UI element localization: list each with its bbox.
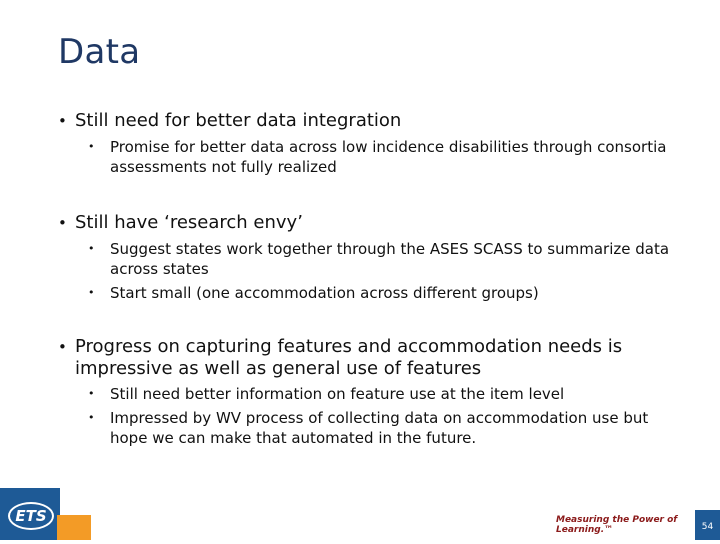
bullet-3 [58,336,678,380]
bullet-1-text: Still need for better data integration [75,110,402,131]
bullet-2-sub-1-text: Suggest states work together through the ASES SCASS to summarize data across states [110,240,670,278]
bullet-2-sub-2 [58,283,678,303]
ets-logo-text: ETS [8,502,54,530]
logo-orange-block [57,515,91,540]
bullet-3-text: Progress on capturing features and accommodation needs is impressive as well as general use of features [75,336,623,379]
bullet-2-sub-2-text: Start small (one accommodation across different groups) [110,284,539,302]
bullet-1-sub-1 [58,137,678,177]
bullet-list [58,110,678,448]
bullet-2-sub-1 [58,239,678,279]
ets-logo [0,488,60,540]
bullet-1-sub-1-text: Promise for better data across low incidence disabilities through consortia assessments not fully realized [110,138,667,176]
bullet-2-text: Still have ‘research envy’ [75,212,303,233]
bullet-1 [58,110,678,132]
bullet-3-sub-2-text: Impressed by WV process of collecting data on accommodation use but hope we can make that automated in the future. [110,409,649,447]
slide-title: Data [58,32,141,72]
bullet-3-sub-1-text: Still need better information on feature use at the item level [110,385,565,403]
bullet-3-sub-1 [58,384,678,404]
bullet-2 [58,212,678,234]
page-number: 54 [695,510,720,540]
bullet-3-sub-2 [58,408,678,448]
footer-tagline: Measuring the Power of Learning.™ [556,515,678,535]
